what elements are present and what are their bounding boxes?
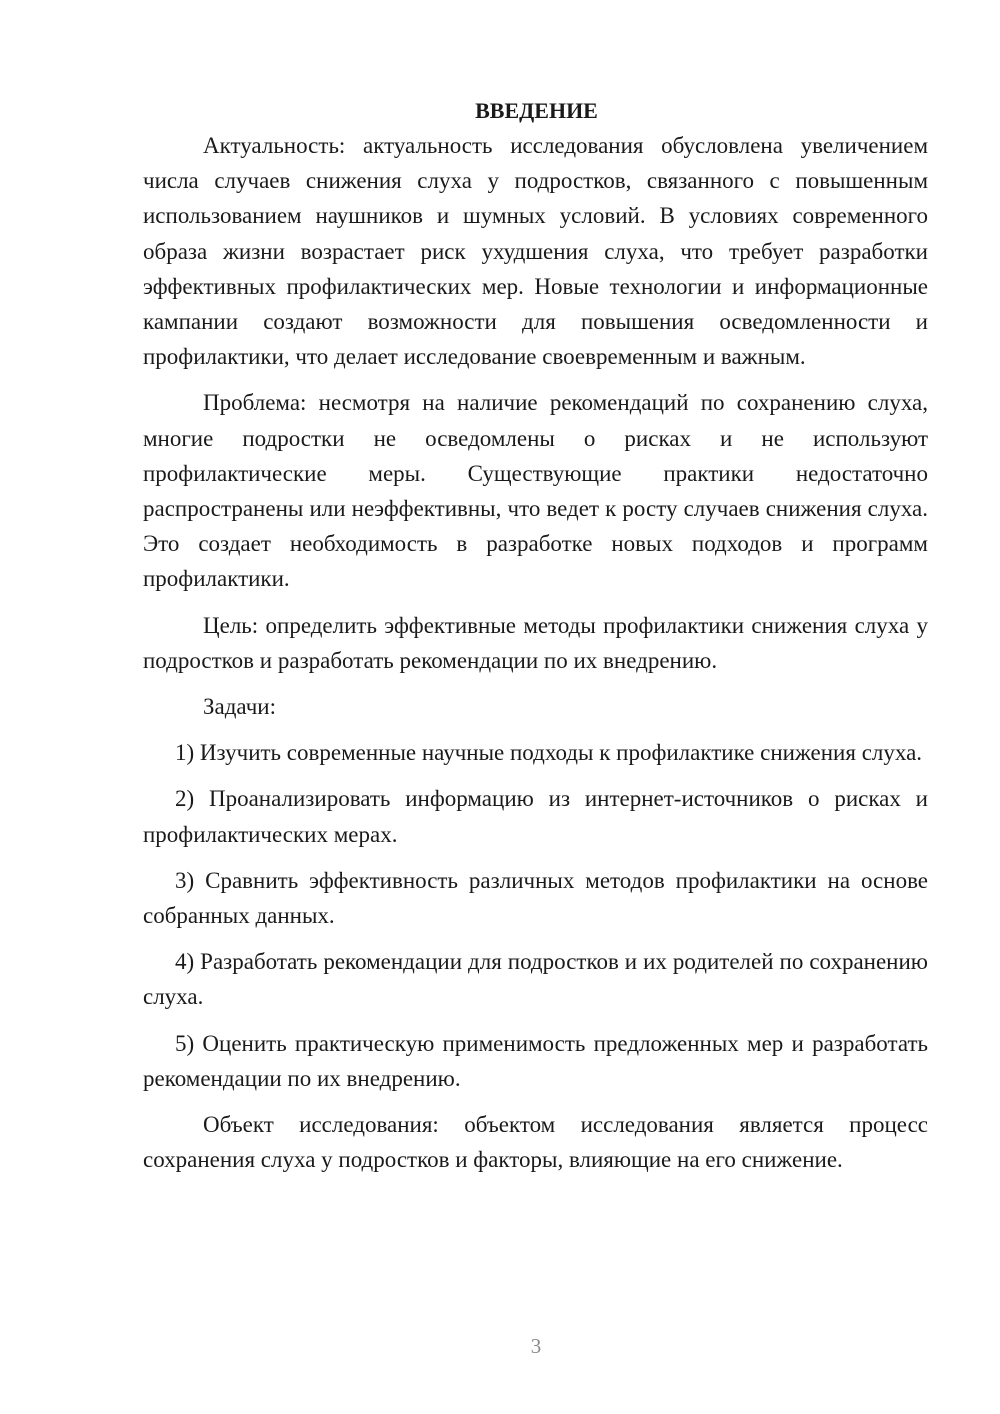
problem-paragraph: Проблема: несмотря на наличие рекомендаций по сохранению слуха, многие подростки не осведомлены о рисках и не используют профилактические меры. Существующие практики недостаточно распространены или неэффективны, что ведет к росту случаев снижения слуха. Это создает необходимость в разработке новых подходов и программ профилактики.: [143, 390, 928, 592]
task-item-4: 4) Разработать рекомендации для подростков и их родителей по сохранению слуха.: [143, 949, 928, 1010]
page-number: 3: [530, 1334, 542, 1358]
task-item-3: 3) Сравнить эффективность различных методов профилактики на основе собранных данных.: [143, 867, 928, 929]
tasks-label: Задачи:: [203, 694, 276, 720]
task-item-5: 5) Оценить практическую применимость предложенных мер и разработать рекомендации по их внедрению.: [143, 1030, 928, 1091]
relevance-paragraph: Актуальность: актуальность исследования обусловлена увеличением числа случаев снижения слуха у подростков, связанного с повышенным использованием наушников и шумных условий. В условиях современного образа жизни возрастает риск ухудшения слуха, что требует разработки эффективных профилактических мер. Новые технологии и информационные кампании создают возможности для повышения осведомленности и профилактики, что делает исследование своевременным и важным.: [143, 133, 928, 370]
section-heading: ВВЕДЕНИЕ: [475, 98, 598, 123]
task-item-1: 1) Изучить современные научные подходы к профилактике снижения слуха.: [175, 740, 923, 766]
task-item-2: 2) Проанализировать информацию из интернет-источников о рисках и профилактических мерах.: [143, 786, 928, 847]
object-paragraph: Объект исследования: объектом исследования является процесс сохранения слуха у подростков и факторы, влияющие на его снижение.: [143, 1112, 928, 1173]
page-content: [143, 93, 928, 1177]
goal-paragraph: Цель: определить эффективные методы профилактики снижения слуха у подростков и разработать рекомендации по их внедрению.: [143, 612, 928, 673]
